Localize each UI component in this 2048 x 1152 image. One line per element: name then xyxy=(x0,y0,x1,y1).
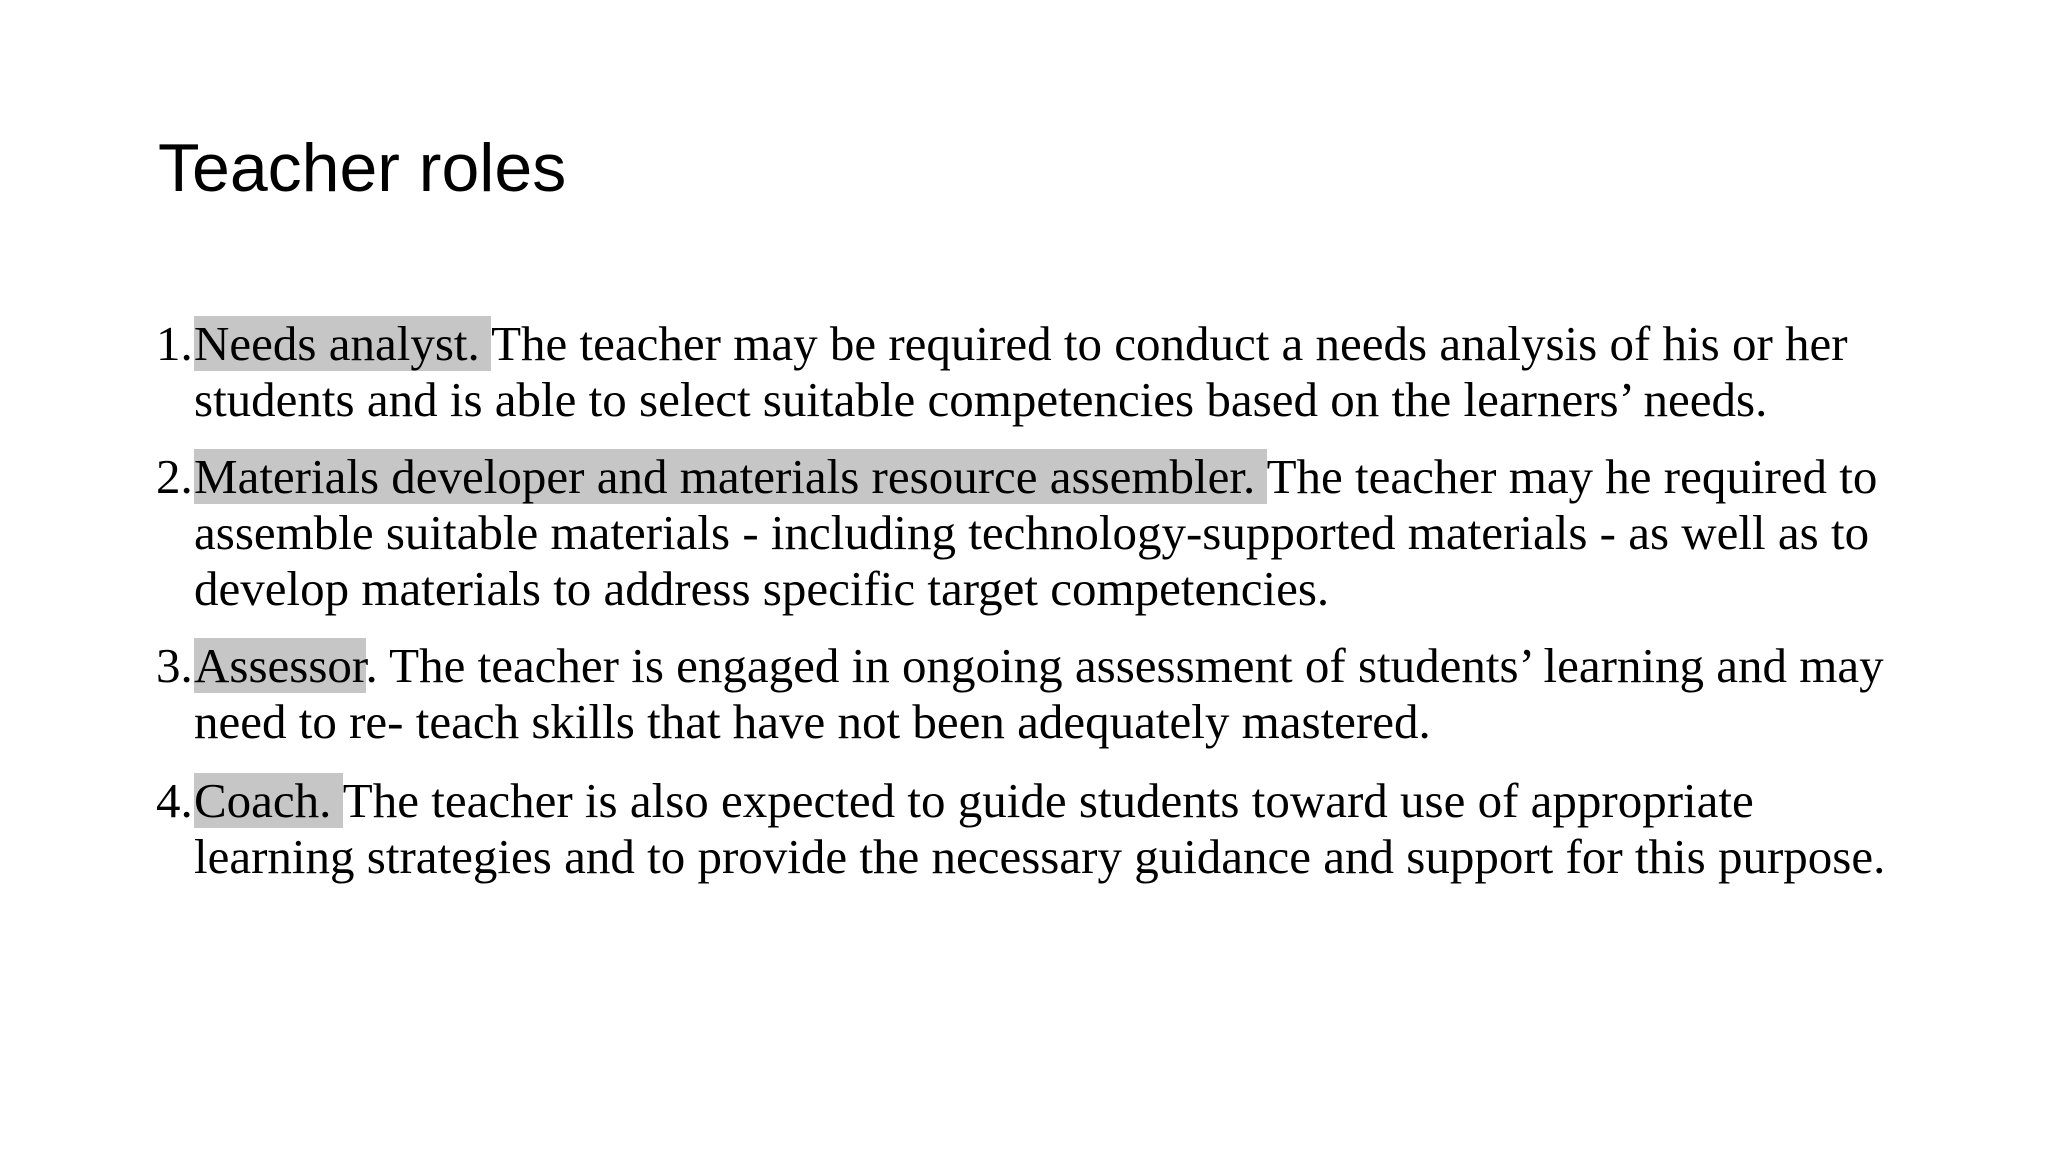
role-item-assessor xyxy=(156,638,1916,750)
role-text xyxy=(194,773,1916,885)
list-number: 4. xyxy=(156,773,193,828)
role-item-needs-analyst xyxy=(156,316,1916,428)
teacher-roles-list xyxy=(156,316,1916,906)
role-description: . The teacher is engaged in ongoing assessment of students’ learning and may need to re- teach skills that have not been adequately mastered. xyxy=(194,638,1884,749)
role-description: The teacher is also expected to guide students toward use of appropriate learning strategies and to provide the necessary guidance and support for this purpose. xyxy=(194,773,1886,884)
role-term-highlight: Coach. xyxy=(194,773,343,828)
role-item-materials-developer xyxy=(156,449,1916,617)
role-term-highlight: Materials developer and materials resource assembler. xyxy=(194,449,1267,504)
role-term-highlight: Assessor xyxy=(194,638,366,693)
list-number: 3. xyxy=(156,638,193,693)
role-text xyxy=(194,316,1916,428)
role-description: The teacher may he required to assemble suitable materials - including technology-supported materials - as well as to develop materials to address specific target competencies. xyxy=(194,449,1878,616)
role-term-highlight: Needs analyst. xyxy=(194,316,492,371)
role-text xyxy=(194,638,1916,750)
list-number: 2. xyxy=(156,449,193,504)
role-description: The teacher may be required to conduct a needs analysis of his or her students and is able to select suitable competencies based on the learners’ needs. xyxy=(194,316,1848,427)
role-text xyxy=(194,449,1916,617)
list-number: 1. xyxy=(156,316,193,371)
role-item-coach xyxy=(156,773,1916,885)
slide-title: Teacher roles xyxy=(158,130,567,206)
